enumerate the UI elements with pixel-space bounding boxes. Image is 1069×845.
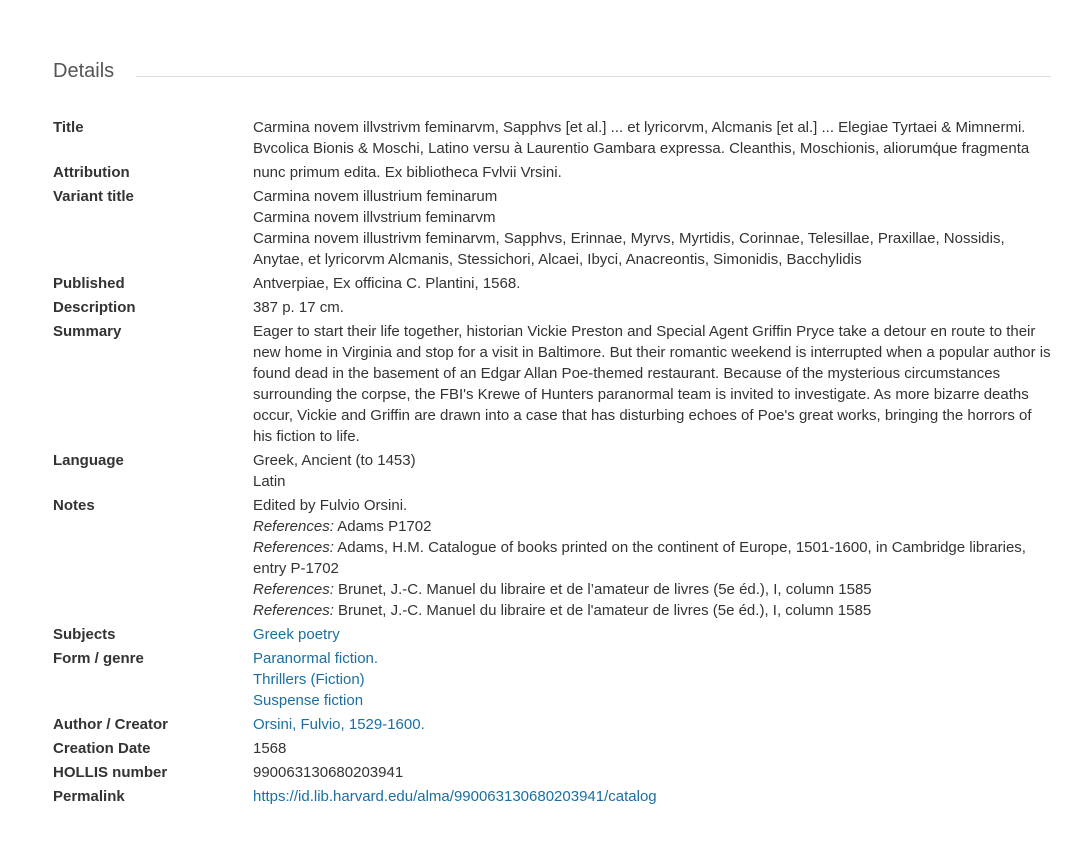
section-divider (136, 76, 1051, 77)
variant-title-label: Variant title (53, 188, 134, 205)
title-label: Title (53, 119, 84, 136)
language-item: Greek, Ancient (to 1453) (253, 452, 416, 469)
variant-title-item: Carmina novem illustrium feminarum (253, 188, 498, 205)
notes-values (253, 495, 1053, 621)
reference-text: Adams P1702 (337, 518, 432, 535)
variant-title-item: Carmina novem illustrivm feminarvm, Sapphvs, Erinnae, Myrvs, Myrtidis, Corinnae, Telesillae, Praxillae, Nossidis, Anytae, et lyricorvm Alcmanis, Stessichori, Alcaei, Ibyci, Anacreontis, Simonidis, Bacchylidis (253, 230, 1005, 268)
creation-date-label: Creation Date (53, 740, 151, 757)
row-subjects (53, 624, 1053, 645)
details-list (53, 117, 1053, 810)
form-genre-label: Form / genre (53, 650, 144, 667)
published-value: Antverpiae, Ex officina C. Plantini, 1568. (253, 275, 521, 292)
author-label: Author / Creator (53, 716, 169, 733)
row-summary (53, 321, 1053, 447)
reference-prefix: References: (253, 539, 334, 556)
permalink-values (253, 786, 1053, 807)
section-title: Details (53, 59, 115, 82)
row-hollis (53, 762, 1053, 783)
attribution-label: Attribution (53, 164, 130, 181)
row-permalink (53, 786, 1053, 807)
subject-link[interactable]: Greek poetry (253, 626, 340, 643)
variant-title-item: Carmina novem illvstrium feminarvm (253, 209, 496, 226)
row-description (53, 297, 1053, 318)
permalink-link[interactable]: https://id.lib.harvard.edu/alma/990063130680203941/catalog (253, 788, 657, 805)
genre-link[interactable]: Paranormal fiction. (253, 650, 379, 667)
summary-label: Summary (53, 323, 122, 340)
permalink-label: Permalink (53, 788, 125, 805)
row-published (53, 273, 1053, 294)
hollis-label: HOLLIS number (53, 764, 168, 781)
author-link[interactable]: Orsini, Fulvio, 1529-1600. (253, 716, 425, 733)
reference-prefix: References: (253, 518, 334, 535)
genre-link[interactable]: Suspense fiction (253, 692, 364, 709)
row-form-genre (53, 648, 1053, 711)
author-values (253, 714, 1053, 735)
form-genre-values (253, 648, 1053, 711)
title-value: Carmina novem illvstrivm feminarvm, Sapphvs [et al.] ... et lyricorvm, Alcmanis [et al.] ... Elegiae Tyrtaei & Mimnermi. Bvcolica Bionis & Moschi, Latino versu à Laurentio Gambara expressa. Cleanthis, Moschionis, aliorumq́ue fragmenta (253, 119, 1030, 157)
subjects-label: Subjects (53, 626, 116, 643)
row-language (53, 450, 1053, 492)
note-item: Edited by Fulvio Orsini. (253, 497, 408, 514)
note-reference (253, 579, 1053, 600)
language-item: Latin (253, 473, 286, 490)
description-label: Description (53, 299, 136, 316)
reference-prefix: References: (253, 581, 334, 598)
language-label: Language (53, 452, 124, 469)
hollis-value: 990063130680203941 (253, 764, 404, 781)
published-label: Published (53, 275, 125, 292)
row-attribution (53, 162, 1053, 183)
variant-title-values (253, 186, 1053, 270)
row-author (53, 714, 1053, 735)
row-creation-date (53, 738, 1053, 759)
note-reference (253, 537, 1053, 579)
summary-value: Eager to start their life together, historian Vickie Preston and Special Agent Griffin Pryce take a detour en route to their new home in Virginia and stop for a visit in Baltimore. But their romantic weekend is interrupted when a popular author is found dead in the basement of an Edgar Allan Poe-themed restaurant. Because of the mysterious circumstances surrounding the corpse, the FBI's Krewe of Hunters paranormal team is invited to investigate. As more bizarre deaths occur, Vickie and Griffin are drawn into a case that has disturbing echoes of Poe's great works, bringing the horrors of his fiction to life. (253, 323, 1051, 445)
row-notes (53, 495, 1053, 621)
row-variant-title (53, 186, 1053, 270)
creation-date-value: 1568 (253, 740, 287, 757)
details-section-header (53, 56, 1051, 86)
language-values (253, 450, 1053, 492)
reference-text: Brunet, J.-C. Manuel du libraire et de l'amateur de livres (5e éd.), I, column 1585 (338, 602, 872, 619)
description-value: 387 p. 17 cm. (253, 299, 344, 316)
reference-prefix: References: (253, 602, 334, 619)
notes-label: Notes (53, 497, 95, 514)
reference-text: Adams, H.M. Catalogue of books printed on the continent of Europe, 1501-1600, in Cambridge libraries, entry P-1702 (253, 539, 1026, 577)
reference-text: Brunet, J.-C. Manuel du libraire et de l’amateur de livres (5e éd.), I, column 1585 (338, 581, 872, 598)
row-title (53, 117, 1053, 159)
attribution-value: nunc primum edita. Ex bibliotheca Fvlvii Vrsini. (253, 164, 562, 181)
note-reference (253, 516, 1053, 537)
genre-link[interactable]: Thrillers (Fiction) (253, 671, 365, 688)
note-reference (253, 600, 1053, 621)
subjects-values (253, 624, 1053, 645)
